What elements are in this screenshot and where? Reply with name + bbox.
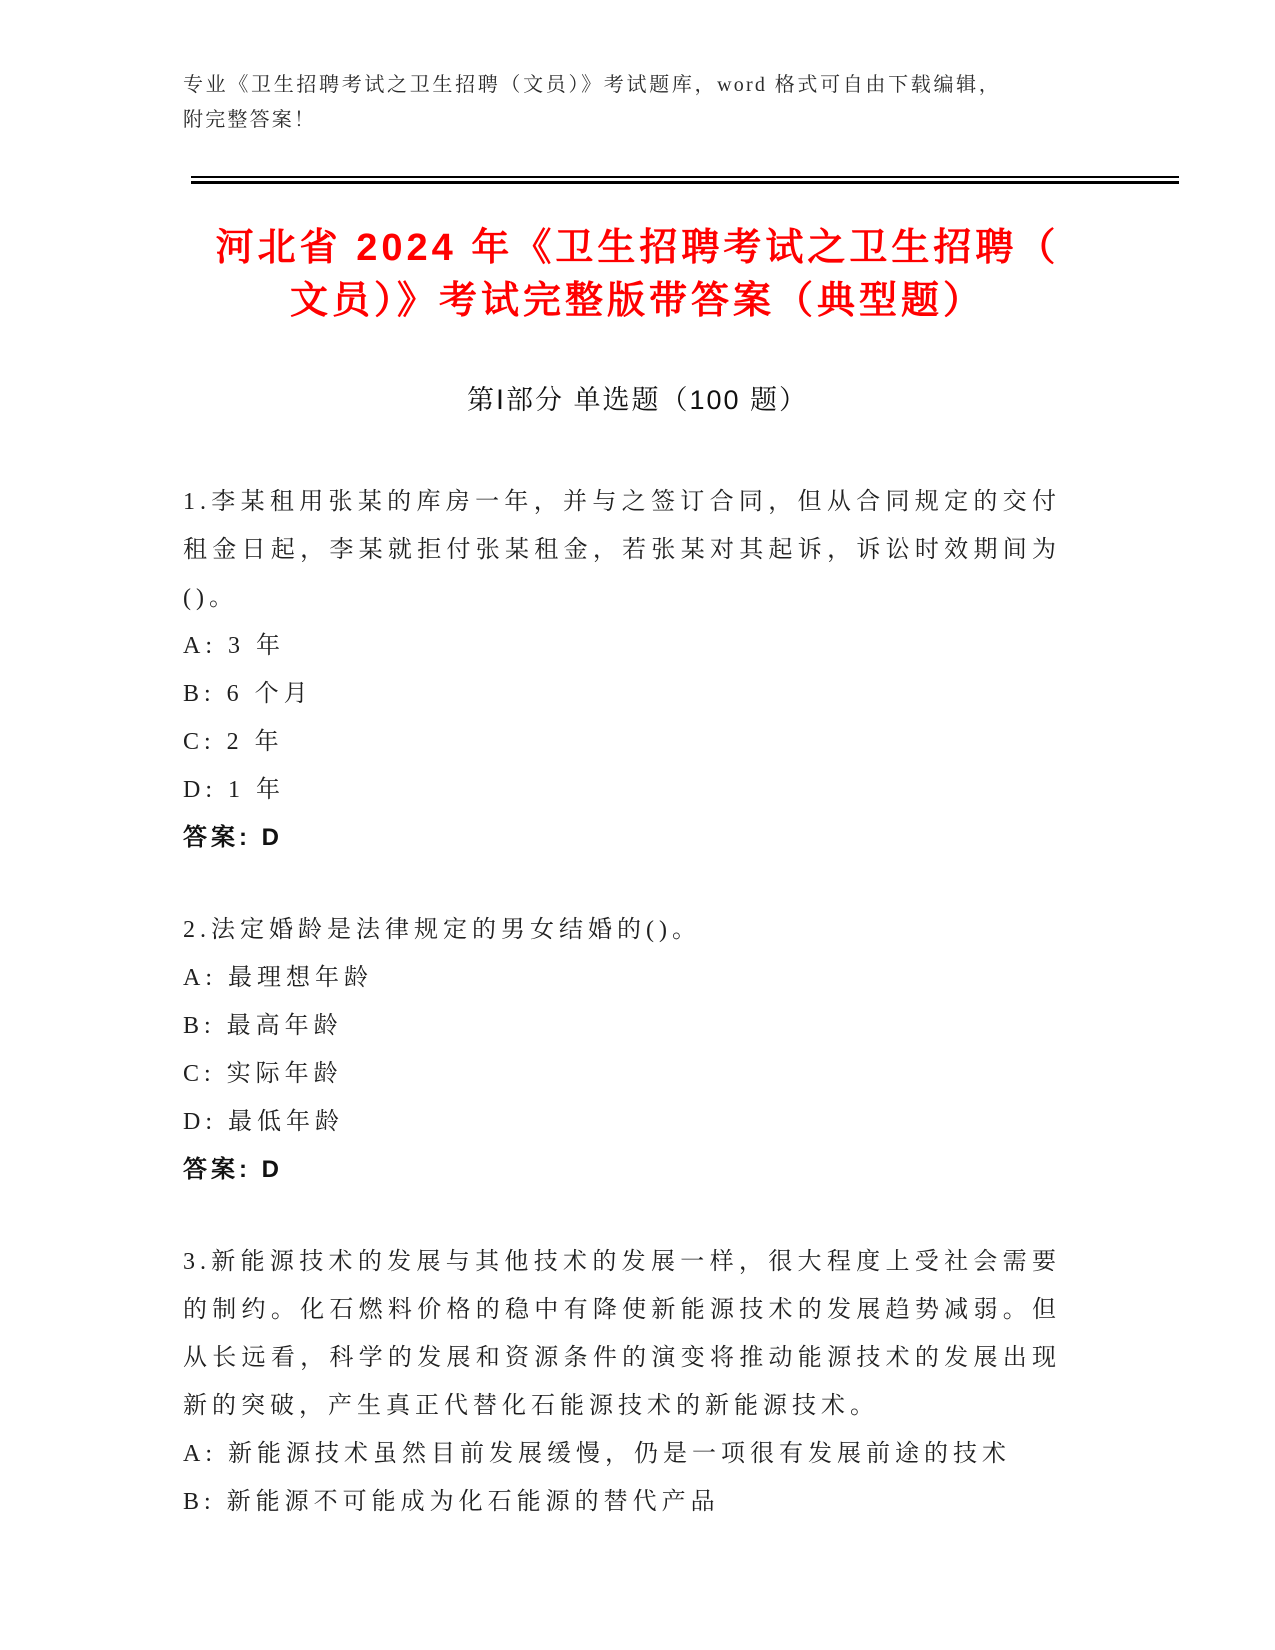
question-block-3 — [183, 1238, 1061, 1526]
document-title — [0, 222, 1275, 328]
option-line-d: D: 1 年 — [183, 777, 285, 803]
question-text: 1.李某租用张某的库房一年，并与之签订合同，但从合同规定的交付租金日起，李某就拒付张某租金，若张某对其起诉，诉讼时效期间为()。 — [183, 489, 1061, 611]
option-line-d: D: 最低年龄 — [183, 1109, 344, 1135]
question-text: 2.法定婚龄是法律规定的男女结婚的()。 — [183, 917, 701, 943]
section-heading: 第Ⅰ部分 单选题（100 题） — [466, 385, 808, 415]
option-line-c: C: 2 年 — [183, 729, 284, 755]
option-line-c: C: 实际年龄 — [183, 1061, 343, 1087]
option-line-b: B: 最高年龄 — [183, 1013, 343, 1039]
question-block-1 — [183, 478, 1061, 862]
option-line-a: A: 最理想年龄 — [183, 965, 373, 991]
document-title-line2: 文员）》考试完整版带答案（典型题） — [289, 280, 985, 322]
document-title-line1: 河北省 2024 年《卫生招聘考试之卫生招聘（ — [215, 227, 1060, 269]
option-line-b: B: 新能源不可能成为化石能源的替代产品 — [183, 1489, 720, 1515]
header-divider — [191, 176, 1179, 184]
questions-area — [183, 478, 1061, 1526]
question-text: 3.新能源技术的发展与其他技术的发展一样，很大程度上受社会需要的制约。化石燃料价格的稳中有降使新能源技术的发展趋势减弱。但从长远看，科学的发展和资源条件的演变将推动能源技术的发展出现新的突破，产生真正代替化石能源技术的新能源技术。 — [183, 1249, 1061, 1419]
option-line-b: B: 6 个月 — [183, 681, 313, 707]
answer-line: 答案: D — [183, 1156, 283, 1183]
header-note: 专业《卫生招聘考试之卫生招聘（文员）》考试题库，word 格式可自由下载编辑，附完整答案！ — [183, 74, 1001, 131]
option-line-a: A: 新能源技术虽然目前发展缓慢，仍是一项很有发展前途的技术 — [183, 1441, 1011, 1467]
question-block-2 — [183, 906, 1061, 1194]
option-line-a: A: 3 年 — [183, 633, 285, 659]
answer-line: 答案: D — [183, 824, 283, 851]
